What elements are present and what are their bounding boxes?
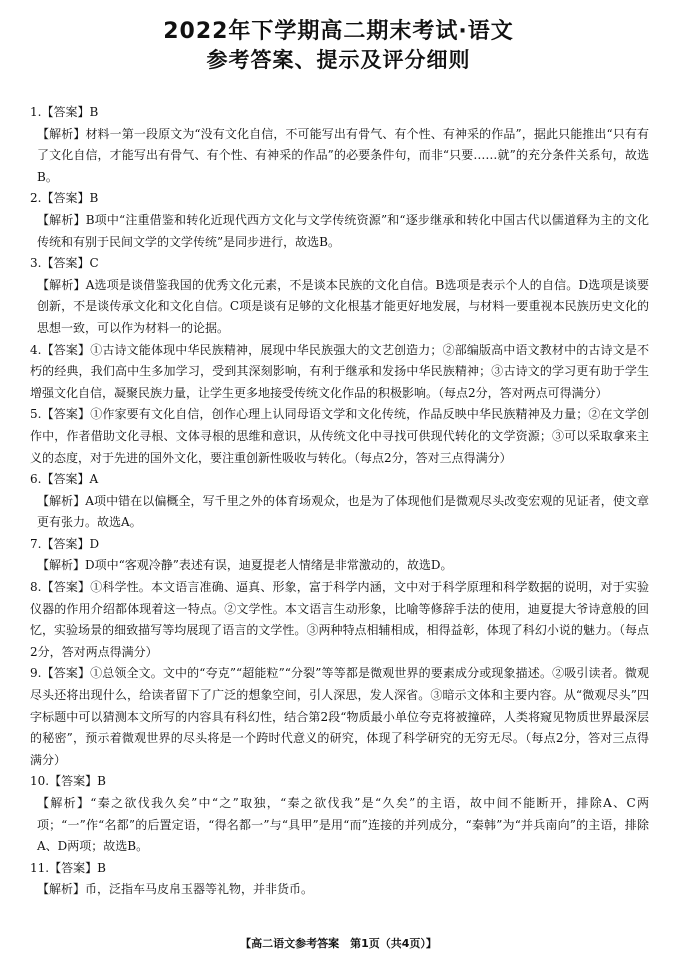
answer-explanation: 【解析】“秦之欲伐我久矣”中“之”取独，“秦之欲伐我”是“久矣”的主语，故中间不能断开，排除A、C两项；“一”作“名都”的后置定语，“得名都一”与“具甲”是用“而”连接的并列成分，“秦韩”为“并兵南向”的主语，排除A、D两项；故选B。 xyxy=(37,796,649,854)
answer-explanation: 【解析】币，泛指车马皮帛玉器等礼物，并非货币。 xyxy=(37,882,314,897)
answer-explanation: 8.【答案】①科学性。本文语言准确、逼真、形象，富于科学内涵，文中对于科学原理和科学数据的说明，对于实验仪器的作用介绍都体现着这一特点。②文学性。本文语言生动形象，比喻等修辞手法的使用，迪夏提大爷诗意般的回忆，实验场景的细致描写等均展现了语言的文学性。③两种特点相辅相成，相得益彰，体现了科幻小说的魅力。（每点2分，答对两点得满分） xyxy=(30,580,649,659)
answer-label: 1.【答案】B xyxy=(30,105,99,119)
answer-list xyxy=(30,102,649,901)
answer-explanation: 5.【答案】①作家要有文化自信，创作心理上认同母语文学和文化传统，作品反映中华民族精神及力量；②在文学创作中，作者借助文化寻根、文体寻根的思维和意识，从传统文化中寻找可供现代转化的文学资源；③可以采取拿来主义的态度，对于先进的国外文化，要注重创新性吸收与转化。（每点2分，答对三点得满分） xyxy=(30,407,649,465)
answer-item-2 xyxy=(30,188,649,253)
answer-label: 7.【答案】D xyxy=(30,536,100,551)
answer-item-3 xyxy=(30,253,649,339)
answer-item-6 xyxy=(30,469,649,534)
answer-explanation: 【解析】B项中“注重借鉴和转化近现代西方文化与文学传统资源”和“逐步继承和转化中国古代以儒道释为主的文化传统和有别于民间文学的文学传统”是同步进行，故选B。 xyxy=(37,212,649,249)
answer-explanation: 【解析】材料一第一段原文为“没有文化自信，不可能写出有骨气、有个性、有神采的作品”，据此只能推出“只有有了文化自信，才能写出有骨气、有个性、有神采的作品”的必要条件句，而非“只要……就”的充分条件关系句，故选B。 xyxy=(37,126,649,184)
answer-explanation: 9.【答案】①总领全文。文中的“夸克”“超能粒”“分裂”等等都是微观世界的要素成分或现象描述。②吸引读者。微观尽头还将出现什么，给读者留下了广泛的想象空间，引人深思，发人深省。③暗示文体和主要内容。从“微观尽头”四字标题中可以猜测本文所写的内容具有科幻性，结合第2段“物质最小单位夸克将被撞碎，人类将窥见物质世界最深层的秘密”，预示着微观世界的尽头将是一个跨时代意义的研究，体现了科学研究的无穷无尽。（每点2分，答对三点得满分） xyxy=(30,666,649,767)
page-title: 2022年下学期高二期末考试·语文 xyxy=(163,19,514,44)
answer-label: 2.【答案】B xyxy=(30,191,99,206)
answer-item-8 xyxy=(30,577,649,663)
answer-item-1 xyxy=(30,102,649,188)
answer-item-4 xyxy=(30,340,649,405)
answer-label: 3.【答案】C xyxy=(30,256,99,271)
page-subtitle: 参考答案、提示及评分细则 xyxy=(206,48,471,72)
page-footer: 【高二语文参考答案 第1页（共4页）】 xyxy=(240,937,437,950)
answer-label: 10.【答案】B xyxy=(30,774,106,789)
answer-explanation: 【解析】D项中“客观冷静”表述有误，迪夏提老人情绪是非常激动的，故选D。 xyxy=(37,558,453,573)
answer-explanation: 【解析】A选项是谈借鉴我国的优秀文化元素，不是谈本民族的文化自信。B选项是表示个人的自信。D选项是谈要创新，不是谈传承文化和文化自信。C项是谈有足够的文化根基才能更好地发展，与材料一要重视本民族历史文化的思想一致，可以作为材料一的论据。 xyxy=(37,277,649,335)
answer-item-7 xyxy=(30,534,649,577)
answer-label: 6.【答案】A xyxy=(30,472,99,487)
answer-item-10 xyxy=(30,771,649,857)
answer-explanation: 【解析】A项中错在以偏概全，写千里之外的体育场观众，也是为了体现他们是微观尽头改变宏观的见证者，使文章更有张力。故选A。 xyxy=(37,493,649,530)
answer-item-9 xyxy=(30,663,649,771)
answer-item-11 xyxy=(30,858,649,901)
answer-item-5 xyxy=(30,404,649,469)
answer-explanation: 4.【答案】①古诗文能体现中华民族精神，展现中华民族强大的文艺创造力；②部编版高中语文教材中的古诗文是不朽的经典，我们高中生多加学习，受到其深刻影响，有利于继承和发扬中华民族精神；③古诗文的学习更有助于学生增强文化自信，凝聚民族力量，让学生更多地接受传统文化作品的积极影响。（每点2分，答对两点可得满分） xyxy=(30,342,649,400)
answer-label: 11.【答案】B xyxy=(30,860,106,875)
